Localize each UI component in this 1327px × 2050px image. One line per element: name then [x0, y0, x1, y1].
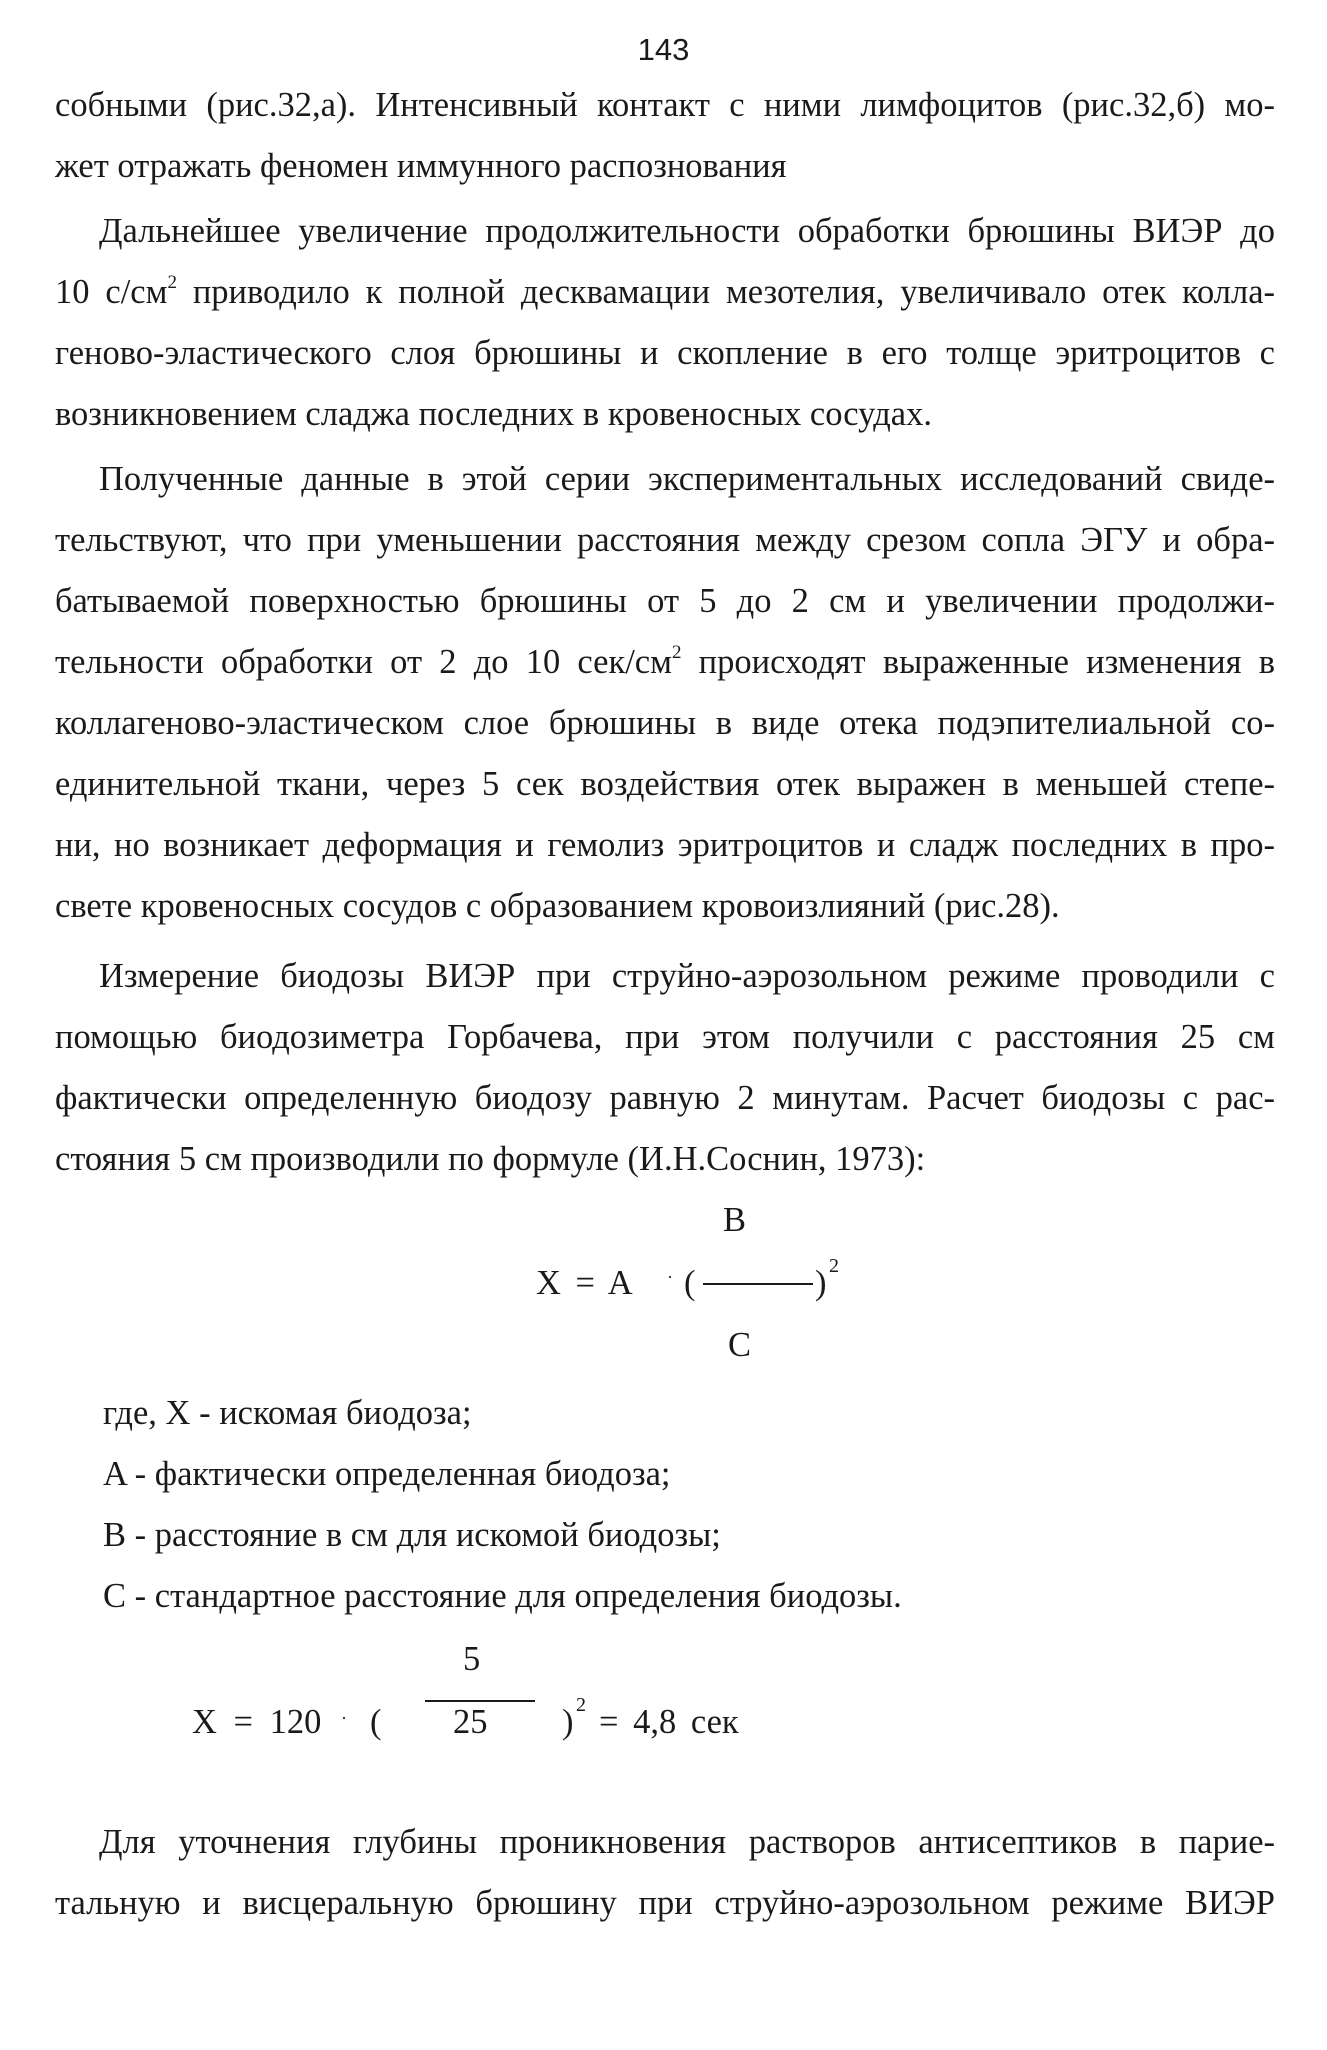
paragraph-2-line: возникновением сладжа последних в кровеносных сосудах.	[55, 395, 932, 433]
calc-result: = 4,8 сек	[599, 1703, 739, 1741]
text-fragment: происходят выраженные изменения в	[681, 643, 1275, 681]
text-fragment: приводило к полной десквамации мезотелия, увеличивало отек колла-	[176, 273, 1275, 311]
definition-item: A - фактически определенная биодоза;	[103, 1455, 671, 1493]
calc-close-paren: )	[562, 1703, 574, 1741]
text-fragment: 10 с/см	[55, 273, 168, 311]
paragraph-3-line: батываемой поверхностью брюшины от 5 до 2 см и увеличении продолжи-	[55, 582, 1275, 620]
paragraph-5	[55, 1812, 1275, 1934]
paragraph-5-line: Для уточнения глубины проникновения растворов антисептиков в парие-	[99, 1823, 1275, 1861]
superscript: 2	[167, 271, 177, 293]
superscript: 2	[671, 641, 682, 663]
paragraph-1-line: жет отражать феномен иммунного распознования	[55, 147, 787, 185]
paragraph-4-line: Измерение биодозы ВИЭР при струйно-аэрозольном режиме проводили с	[99, 957, 1275, 995]
fraction-bar	[703, 1283, 813, 1285]
paragraph-4-line: стояния 5 см производили по формуле (И.Н.Соснин, 1973):	[55, 1140, 926, 1178]
paragraph-4	[55, 946, 1275, 1190]
paragraph-5-line: тальную и висцеральную брюшину при струйно-аэрозольном режиме ВИЭР	[55, 1884, 1275, 1922]
calc-open-paren: (	[370, 1703, 382, 1741]
paragraph-3-line: ни, но возникает деформация и гемолиз эритроцитов и сладж последних в про-	[55, 826, 1275, 864]
paragraph-3-line: коллагеново-эластическом слое брюшины в виде отека подэпителиальной со-	[55, 704, 1275, 742]
multiplication-dot: ·	[341, 1708, 347, 1728]
paragraph-2-line: Дальнейшее увеличение продолжительности обработки брюшины ВИЭР до	[99, 212, 1275, 250]
paragraph-4-line: фактически определенную биодозу равную 2 минутам. Расчет биодозы с рас-	[55, 1079, 1275, 1117]
paragraph-2-line-with-superscript	[55, 262, 1275, 323]
page-number: 143	[637, 32, 690, 67]
text-fragment: тельности обработки от 2 до 10 сек/см	[55, 643, 672, 681]
calc-lhs: X = 120	[192, 1703, 322, 1741]
definition-item: B - расстояние в см для искомой биодозы;	[103, 1516, 721, 1554]
paragraph-3-line-with-superscript	[55, 632, 1275, 693]
multiplication-dot: ·	[667, 1267, 673, 1287]
formula-lhs: X = A	[536, 1264, 633, 1302]
definition-item: C - стандартное расстояние для определения биодозы.	[103, 1577, 902, 1615]
formula-exponent: 2	[829, 1255, 839, 1277]
calc-exponent: 2	[576, 1694, 586, 1716]
paragraph-3-line: свете кровеносных сосудов с образованием кровоизлияний (рис.28).	[55, 887, 1060, 925]
paragraph-4-line: помощью биодозиметра Горбачева, при этом получили с расстояния 25 см	[55, 1018, 1275, 1056]
paragraph-3	[55, 449, 1275, 937]
paragraph-2	[55, 201, 1275, 445]
formula-numerator: B	[723, 1201, 747, 1239]
formula-close-paren: )	[815, 1264, 827, 1302]
paragraph-1	[55, 75, 1275, 197]
calc-numerator: 5	[463, 1640, 481, 1678]
definition-item: где, X - искомая биодоза;	[103, 1394, 472, 1432]
formula-denominator: C	[728, 1326, 752, 1364]
paragraph-1-line: собными (рис.32,а). Интенсивный контакт с ними лимфоцитов (рис.32,б) мо-	[55, 86, 1275, 124]
paragraph-3-line: Полученные данные в этой серии экспериментальных исследований свиде-	[99, 460, 1275, 498]
calc-denominator: 25	[453, 1703, 488, 1741]
paragraph-3-line: тельствуют, что при уменьшении расстояния между срезом сопла ЭГУ и обра-	[55, 521, 1275, 559]
formula-open-paren: (	[684, 1264, 696, 1302]
paragraph-3-line: единительной ткани, через 5 сек воздействия отек выражен в меньшей степе-	[55, 765, 1275, 803]
paragraph-2-line: геново-эластического слоя брюшины и скопление в его толще эритроцитов с	[55, 334, 1275, 372]
